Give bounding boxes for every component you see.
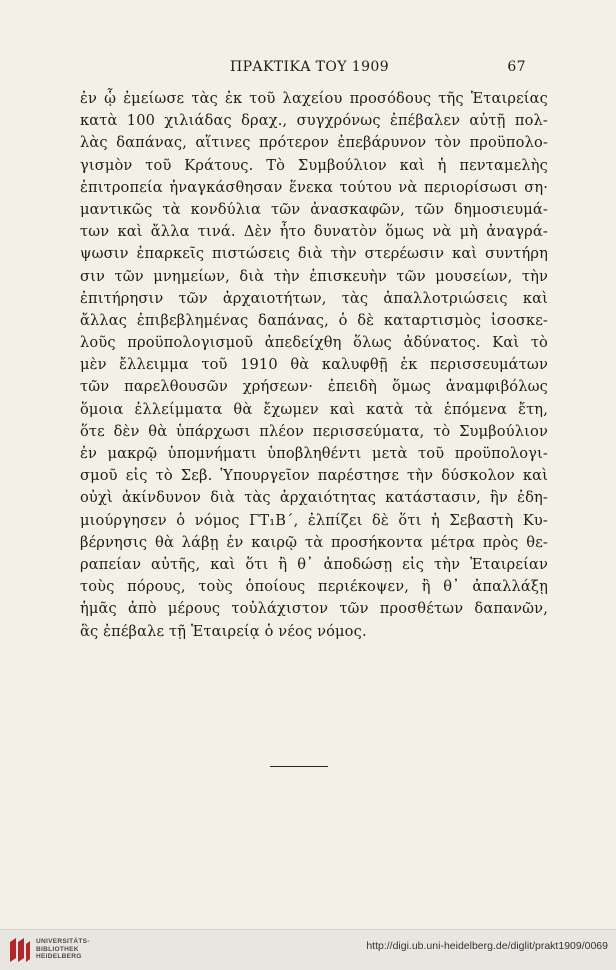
header-title: ΠΡΑΚΤΙΚΑ ΤΟΥ 1909 xyxy=(230,59,390,75)
running-header xyxy=(80,59,526,81)
text-line: λὰς δαπάνας, αἵτινες πρότερον ἐπεβάρυνον τὸν προϋπολο- xyxy=(80,134,548,152)
section-divider xyxy=(270,766,328,767)
source-url-link[interactable]: http://digi.ub.uni-heidelberg.de/diglit/prakt1909/0069 xyxy=(366,940,608,952)
text-line: μὲν ἔλλειμμα τοῦ 1910 θὰ καλυφθῇ ἐκ περισσευμάτων xyxy=(80,356,548,374)
text-line: μαντικῶς τὰ κονδύλια τῶν ἀνασκαφῶν, τῶν δημοσιευμά- xyxy=(80,200,548,218)
text-line: λοῦς προϋπολογισμοῦ ἀπεδείχθη ὅλως ἀδύνατος. Καὶ τὸ xyxy=(80,334,548,352)
text-line: ὅτε δὲν θὰ ὑπάρχωσι πλέον περισσεύματα, τὸ Συμβούλιον xyxy=(80,422,548,440)
institution-line: BIBLIOTHEK xyxy=(36,945,79,953)
text-line: ὅμοια ἐλλείμματα θὰ ἔχωμεν καὶ κατὰ τὰ ἑπόμενα ἔτη, xyxy=(80,400,548,418)
text-line: τῶν παρελθουσῶν χρήσεων· ἐπειδὴ ὅμως ἀναμφιβόλως xyxy=(80,378,548,396)
text-line: ἃς ἐπέβαλε τῇ Ἑταιρείᾳ ὁ νέος νόμος. xyxy=(80,622,367,640)
text-line: ἐπιτήρησιν τῶν ἀρχαιοτήτων, τὰς ἀπαλλοτριώσεις καὶ xyxy=(80,289,548,307)
text-line: ἄλλας ἐπιβεβλημένας δαπάνας, ὁ δὲ καταρτισμὸς ἰσοσκε- xyxy=(80,311,548,329)
text-line: σμοῦ εἰς τὸ Σεβ. Ὑπουργεῖον παρέστησε τὴν δύσκολον καὶ xyxy=(80,467,548,485)
text-line: ἐν ᾧ ἐμείωσε τὰς ἐκ τοῦ λαχείου προσόδους τῆς Ἑταιρείας xyxy=(80,90,548,107)
text-line: ραπείαν αὐτῆς, καὶ ὅτι ἢ θ᾽ ἀποδώσῃ εἰς τὴν Ἑταιρείαν xyxy=(80,555,548,573)
text-line: σιν τῶν μνημείων, διὰ τὴν ἐπισκευὴν τῶν μουσείων, τὴν xyxy=(80,267,548,285)
text-line: ἐν μακρῷ ὑπομνήματι ὑποβληθέντι μετὰ τοῦ προϋπολογι- xyxy=(80,445,548,462)
institution-name xyxy=(36,938,90,961)
text-line: ψωσιν ἐπαρκεῖς πιστώσεις διὰ τὴν στερέωσιν καὶ συντήρη xyxy=(80,245,548,263)
footer-bar xyxy=(0,929,616,970)
text-line: ἐπιτροπεία ἠναγκάσθησαν ἕνεκα τούτου νὰ περιορίσωσι ση· xyxy=(80,178,548,196)
ub-heidelberg-logo-icon xyxy=(8,936,32,964)
text-line: ἡμᾶς ἀπὸ μέρους τοὐλάχιστον τῶν προσθέτων δαπανῶν, xyxy=(80,600,548,618)
text-line: μιούργησεν ὁ νόμος ΓΤ₁Β΄, ἐλπίζει δὲ ὅτι ἡ Σεβαστὴ Κυ- xyxy=(80,511,548,529)
text-line: οὐχὶ ἀκίνδυνον διὰ τὰς ἀρχαιότητας κατάστασιν, ἣν ἐδη- xyxy=(80,489,548,507)
text-line: τοὺς πόρους, τοὺς ὁποίους περιέκοψεν, ἢ θ᾽ ἀπαλλάξῃ xyxy=(80,578,548,596)
page-number: 67 xyxy=(507,59,526,75)
body-text xyxy=(80,88,548,643)
text-line: κατὰ 100 χιλιάδας δραχ., συγχρόνως ἐπέβαλεν αὐτῇ πολ- xyxy=(80,112,548,130)
text-line: γισμὸν τοῦ Κράτους. Τὸ Συμβούλιον καὶ ἡ πενταμελὴς xyxy=(80,156,548,174)
institution-line: UNIVERSITÄTS- xyxy=(36,938,90,945)
institution-line: HEIDELBERG xyxy=(36,953,82,960)
text-line: των καὶ ἄλλα τινά. Δὲν ἦτο δυνατὸν ὅμως νὰ μὴ ἀναγρά- xyxy=(80,223,548,241)
text-line: βέρνησις θὰ λάβῃ ἐν καιρῷ τὰ προσήκοντα μέτρα πρὸς θε- xyxy=(80,533,548,551)
